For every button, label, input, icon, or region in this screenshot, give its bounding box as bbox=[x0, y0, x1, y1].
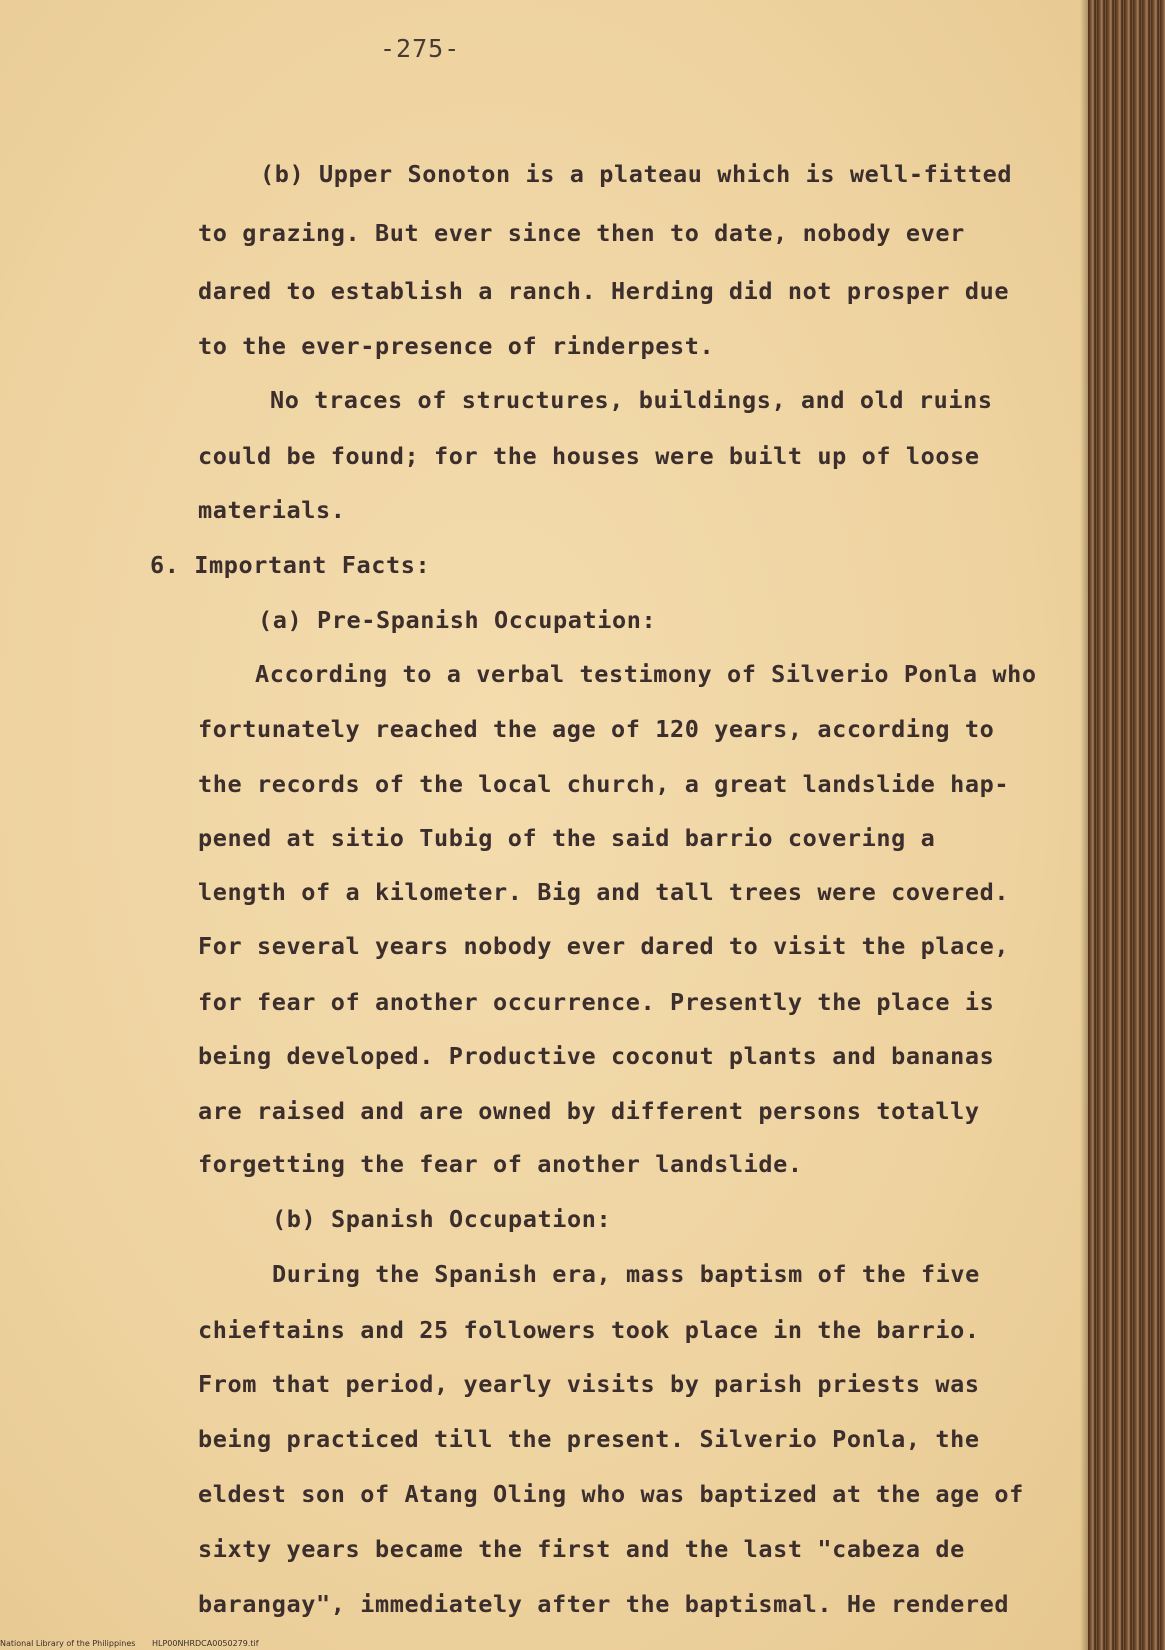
text-line: During the Spanish era, mass baptism of the five bbox=[272, 1260, 980, 1288]
text-line: According to a verbal testimony of Silverio Ponla who bbox=[255, 660, 1037, 688]
text-line: barangay", immediately after the baptismal. He rendered bbox=[198, 1590, 1010, 1618]
subsection-heading: (a) Pre-Spanish Occupation: bbox=[258, 606, 657, 634]
text-line: for fear of another occurrence. Presently the place is bbox=[198, 988, 995, 1016]
text-line: are raised and are owned by different persons totally bbox=[198, 1097, 980, 1125]
text-line: to grazing. But ever since then to date, nobody ever bbox=[198, 219, 965, 247]
text-line: length of a kilometer. Big and tall trees were covered. bbox=[198, 878, 1010, 906]
text-line: could be found; for the houses were built up of loose bbox=[198, 442, 980, 470]
book-page-edges bbox=[1088, 0, 1165, 1650]
text-line: being practiced till the present. Silverio Ponla, the bbox=[198, 1425, 980, 1453]
text-line: (b) Upper Sonoton is a plateau which is well-fitted bbox=[260, 160, 1013, 188]
text-line: sixty years became the first and the last "cabeza de bbox=[198, 1535, 965, 1563]
footer-filename: HLP00NHRDCA0050279.tif bbox=[151, 1639, 259, 1648]
text-line: dared to establish a ranch. Herding did not prosper due bbox=[198, 277, 1010, 305]
text-line: From that period, yearly visits by parish priests was bbox=[198, 1370, 980, 1398]
text-line: being developed. Productive coconut plants and bananas bbox=[198, 1042, 995, 1070]
text-line: pened at sitio Tubig of the said barrio covering a bbox=[198, 824, 936, 852]
text-line: chieftains and 25 followers took place in the barrio. bbox=[198, 1316, 980, 1344]
footer-library: National Library of the Philippines bbox=[0, 1639, 136, 1648]
subsection-heading: (b) Spanish Occupation: bbox=[272, 1205, 612, 1233]
scan-footer bbox=[0, 1638, 1088, 1650]
text-line: to the ever-presence of rinderpest. bbox=[198, 332, 715, 360]
text-line: the records of the local church, a great landslide hap- bbox=[198, 770, 1010, 798]
text-line: For several years nobody ever dared to visit the place, bbox=[198, 932, 1010, 960]
text-line: fortunately reached the age of 120 years, according to bbox=[198, 715, 995, 743]
text-line: materials. bbox=[198, 496, 346, 524]
text-line: No traces of structures, buildings, and old ruins bbox=[270, 386, 993, 414]
text-line: eldest son of Atang Oling who was baptized at the age of bbox=[198, 1480, 1024, 1508]
text-line: forgetting the fear of another landslide. bbox=[198, 1150, 803, 1178]
section-heading: 6. Important Facts: bbox=[150, 551, 431, 579]
page-number: -275- bbox=[380, 34, 461, 63]
